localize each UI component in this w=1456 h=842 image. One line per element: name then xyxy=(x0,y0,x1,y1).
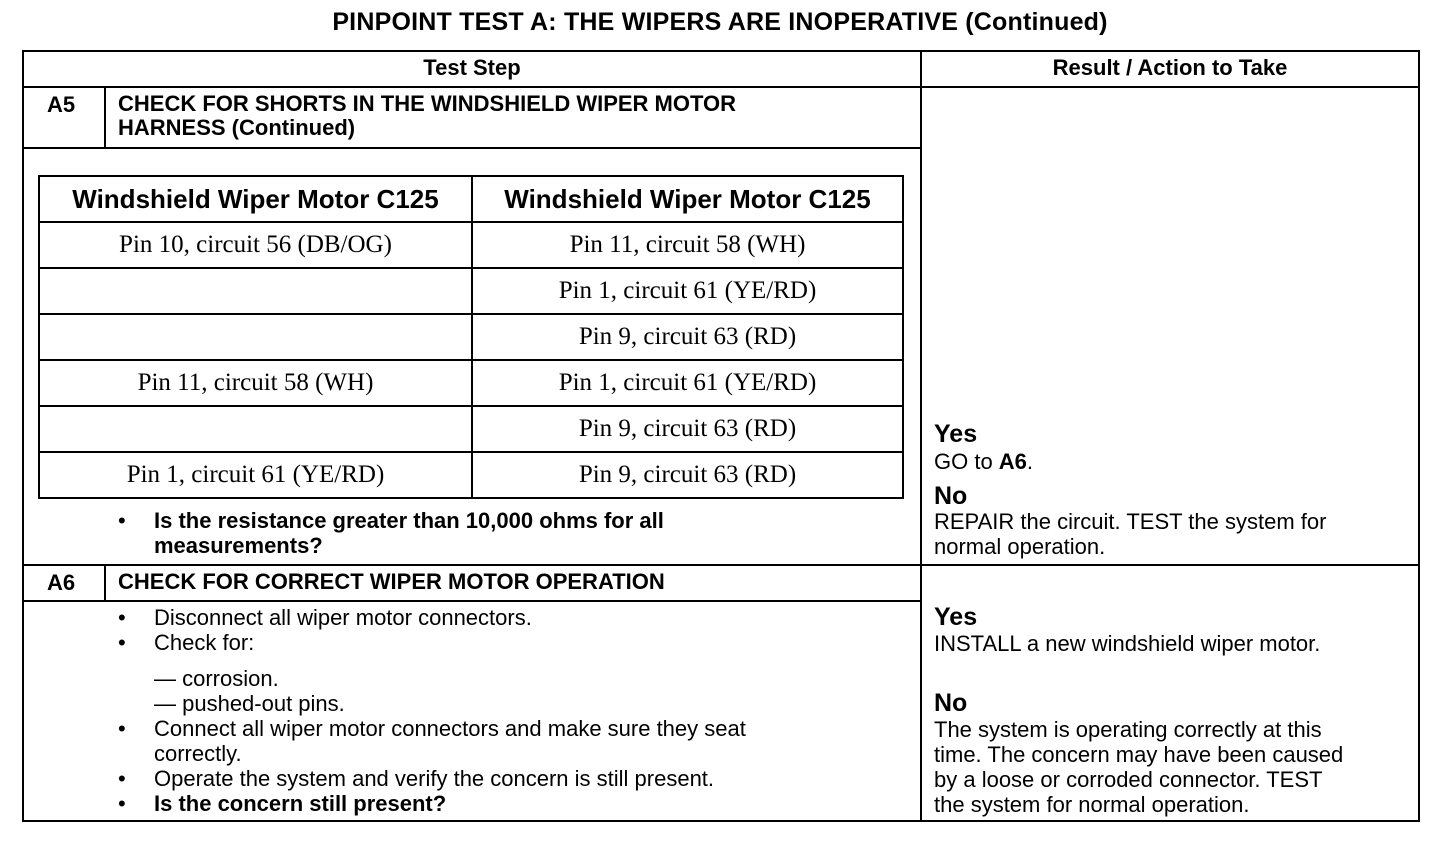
a5-step-title xyxy=(118,92,736,140)
a5-yes-suffix: . xyxy=(1026,449,1034,474)
a5-title-line1: CHECK FOR SHORTS IN THE WINDSHIELD WIPER MOTOR xyxy=(118,91,737,116)
table-row xyxy=(39,268,903,314)
a5-question xyxy=(154,508,664,558)
table-cell: Pin 11, circuit 58 (WH) xyxy=(472,222,903,268)
header-result: Result / Action to Take xyxy=(1052,55,1288,80)
a5-yes-label: Yes xyxy=(934,420,978,448)
a5-a6-divider xyxy=(22,564,1420,566)
bullet-icon: • xyxy=(118,508,126,533)
a6-number-divider xyxy=(104,564,106,602)
a5-question-line2: measurements? xyxy=(154,533,323,558)
table-header-row xyxy=(39,176,903,222)
a6-question: Is the concern still present? xyxy=(154,791,447,816)
a5-no-action xyxy=(934,509,1326,559)
a6-bullet-3 xyxy=(154,716,746,766)
a6-no-label: No xyxy=(934,689,968,717)
a6-no-line3: by a loose or corroded connector. TEST xyxy=(934,767,1323,792)
a6-yes-action: INSTALL a new windshield wiper motor. xyxy=(934,631,1321,656)
a6-bullet-3-line1: Connect all wiper motor connectors and make sure they seat xyxy=(154,716,746,741)
a6-dash-2: — pushed-out pins. xyxy=(154,691,345,716)
bullet-icon: • xyxy=(118,716,126,741)
bullet-icon: • xyxy=(118,605,126,630)
a5-title-divider xyxy=(22,147,922,149)
bullet-icon: • xyxy=(118,791,126,816)
a5-step-number: A5 xyxy=(47,92,76,117)
a6-bullet-3-line2: correctly. xyxy=(154,741,242,766)
table-col1-header: Windshield Wiper Motor C125 xyxy=(39,176,472,222)
table-row xyxy=(39,452,903,498)
table-cell: Pin 9, circuit 63 (RD) xyxy=(472,406,903,452)
table-cell xyxy=(39,406,472,452)
a6-no-line2: time. The concern may have been caused xyxy=(934,742,1344,767)
a6-no-line1: The system is operating correctly at this xyxy=(934,717,1322,742)
table-cell: Pin 9, circuit 63 (RD) xyxy=(472,314,903,360)
table-row xyxy=(39,314,903,360)
bullet-icon: • xyxy=(118,630,126,655)
table-cell: Pin 1, circuit 61 (YE/RD) xyxy=(472,268,903,314)
table-row xyxy=(39,406,903,452)
a5-yes-action xyxy=(934,449,1033,474)
a5-no-line2: normal operation. xyxy=(934,534,1106,559)
a5-yes-prefix: GO to xyxy=(934,449,999,474)
a5-no-label: No xyxy=(934,482,968,510)
a5-no-line1: REPAIR the circuit. TEST the system for xyxy=(934,509,1327,534)
a6-step-title: CHECK FOR CORRECT WIPER MOTOR OPERATION xyxy=(118,569,665,594)
table-cell: Pin 1, circuit 61 (YE/RD) xyxy=(39,452,472,498)
a6-title-divider xyxy=(22,600,922,602)
a6-no-action xyxy=(934,717,1343,817)
a6-bullet-4: Operate the system and verify the concern is still present. xyxy=(154,766,715,791)
a5-number-divider xyxy=(104,86,106,149)
a6-bullet-1: Disconnect all wiper motor connectors. xyxy=(154,605,532,630)
a6-no-line4: the system for normal operation. xyxy=(934,792,1250,817)
a5-title-line2: HARNESS (Continued) xyxy=(118,115,356,140)
header-test-step: Test Step xyxy=(423,55,521,80)
a6-step-number: A6 xyxy=(47,570,76,595)
table-cell: Pin 1, circuit 61 (YE/RD) xyxy=(472,360,903,406)
table-cell xyxy=(39,268,472,314)
header-divider xyxy=(22,86,1420,88)
column-divider xyxy=(920,50,922,822)
table-cell xyxy=(39,314,472,360)
pin-measurement-table xyxy=(38,175,904,499)
a5-question-line1: Is the resistance greater than 10,000 ohms for all xyxy=(154,508,664,533)
table-row xyxy=(39,222,903,268)
page-title: PINPOINT TEST A: THE WIPERS ARE INOPERATIVE (Continued) xyxy=(332,8,1108,36)
table-col2-header: Windshield Wiper Motor C125 xyxy=(472,176,903,222)
a6-yes-label: Yes xyxy=(934,603,978,631)
a6-dash-1: — corrosion. xyxy=(154,666,279,691)
bullet-icon: • xyxy=(118,766,126,791)
table-cell: Pin 9, circuit 63 (RD) xyxy=(472,452,903,498)
table-cell: Pin 10, circuit 56 (DB/OG) xyxy=(39,222,472,268)
a5-yes-step-ref: A6 xyxy=(998,449,1027,474)
table-row xyxy=(39,360,903,406)
table-cell: Pin 11, circuit 58 (WH) xyxy=(39,360,472,406)
a6-bullet-2: Check for: xyxy=(154,630,255,655)
